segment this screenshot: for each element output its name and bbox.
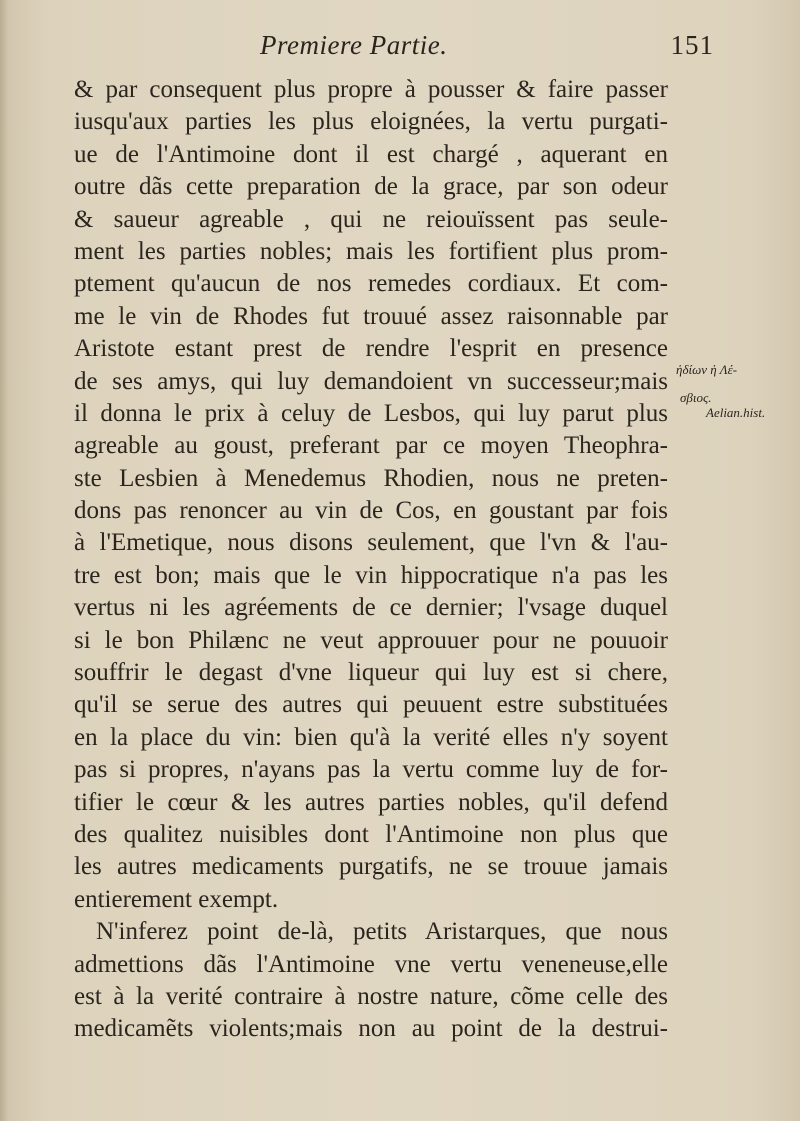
text-line: pas si propres, n'ayans pas la vertu comme luy de for- — [74, 756, 668, 784]
text-line: de ses amys, qui luy demandoient vn successeur;mais — [74, 367, 668, 395]
text-line: tifier le cœur & les autres parties nobles, qu'il defend — [74, 788, 668, 816]
text-line: me le vin de Rhodes fut trouué assez raisonnable par — [74, 302, 668, 330]
margin-note-greek: ἡδίων ἡ Λέ- — [676, 362, 738, 377]
text-line: & saueur agreable , qui ne reiouïssent pas seule- — [74, 205, 668, 233]
text-line: les autres medicaments purgatifs, ne se trouue jamais — [74, 853, 668, 881]
page-edge-shadow — [0, 0, 8, 1121]
body-text — [74, 74, 668, 1046]
text-line: il donna le prix à celuy de Lesbos, qui luy parut plus — [74, 399, 668, 427]
text-line: est à la verité contraire à nostre nature, cõme celle des — [74, 982, 668, 1010]
text-line: qu'il se serue des autres qui peuuent estre substituées — [74, 691, 668, 719]
text-line: iusqu'aux parties les plus eloignées, la vertu purgati- — [74, 108, 668, 136]
text-line: souffrir le degast d'vne liqueur qui luy est si chere, — [74, 659, 668, 687]
margin-note-citation: Aelian.hist. — [706, 405, 766, 420]
text-line: & par consequent plus propre à pousser & faire passer — [74, 76, 668, 103]
text-line: ment les parties nobles; mais les fortifient plus prom- — [74, 237, 668, 265]
text-line: tre est bon; mais que le vin hippocratique n'a pas les — [74, 561, 668, 589]
running-head: Premiere Partie. — [260, 30, 448, 60]
text-line: admettions dãs l'Antimoine vne vertu veneneuse,elle — [74, 950, 668, 978]
text-line: outre dãs cette preparation de la grace, par son odeur — [74, 173, 668, 201]
text-line: à l'Emetique, nous disons seulement, que l'vn & l'au- — [74, 529, 668, 557]
text-line: agreable au goust, preferant par ce moyen Theophra- — [74, 432, 668, 460]
text-line: des qualitez nuisibles dont l'Antimoine non plus que — [74, 820, 668, 848]
text-line: ste Lesbien à Menedemus Rhodien, nous ne preten- — [74, 464, 668, 492]
paragraph-last-line: entierement exempt. — [74, 885, 279, 913]
text-line: ptement qu'aucun de nos remedes cordiaux. Et com- — [74, 270, 668, 298]
text-line: si le bon Philænc ne veut approuuer pour ne pouuoir — [74, 626, 668, 654]
page-number: 151 — [670, 30, 714, 60]
text-line: ue de l'Antimoine dont il est chargé , aquerant en — [74, 140, 668, 168]
text-line: en la place du vin: bien qu'à la verité elles n'y soyent — [74, 723, 668, 751]
paragraph-first-line: N'inferez point de-là, petits Aristarques, que nous — [96, 918, 668, 946]
text-line: Aristote estant prest de rendre l'esprit en presence — [74, 335, 668, 363]
text-line: medicamẽts violents;mais non au point de la destrui- — [74, 1015, 668, 1043]
margin-note-greek-cont: σβιος. — [680, 390, 712, 405]
text-line: dons pas renoncer au vin de Cos, en goustant par fois — [74, 497, 668, 525]
text-line: vertus ni les agréements de ce dernier; l'vsage duquel — [74, 594, 668, 622]
